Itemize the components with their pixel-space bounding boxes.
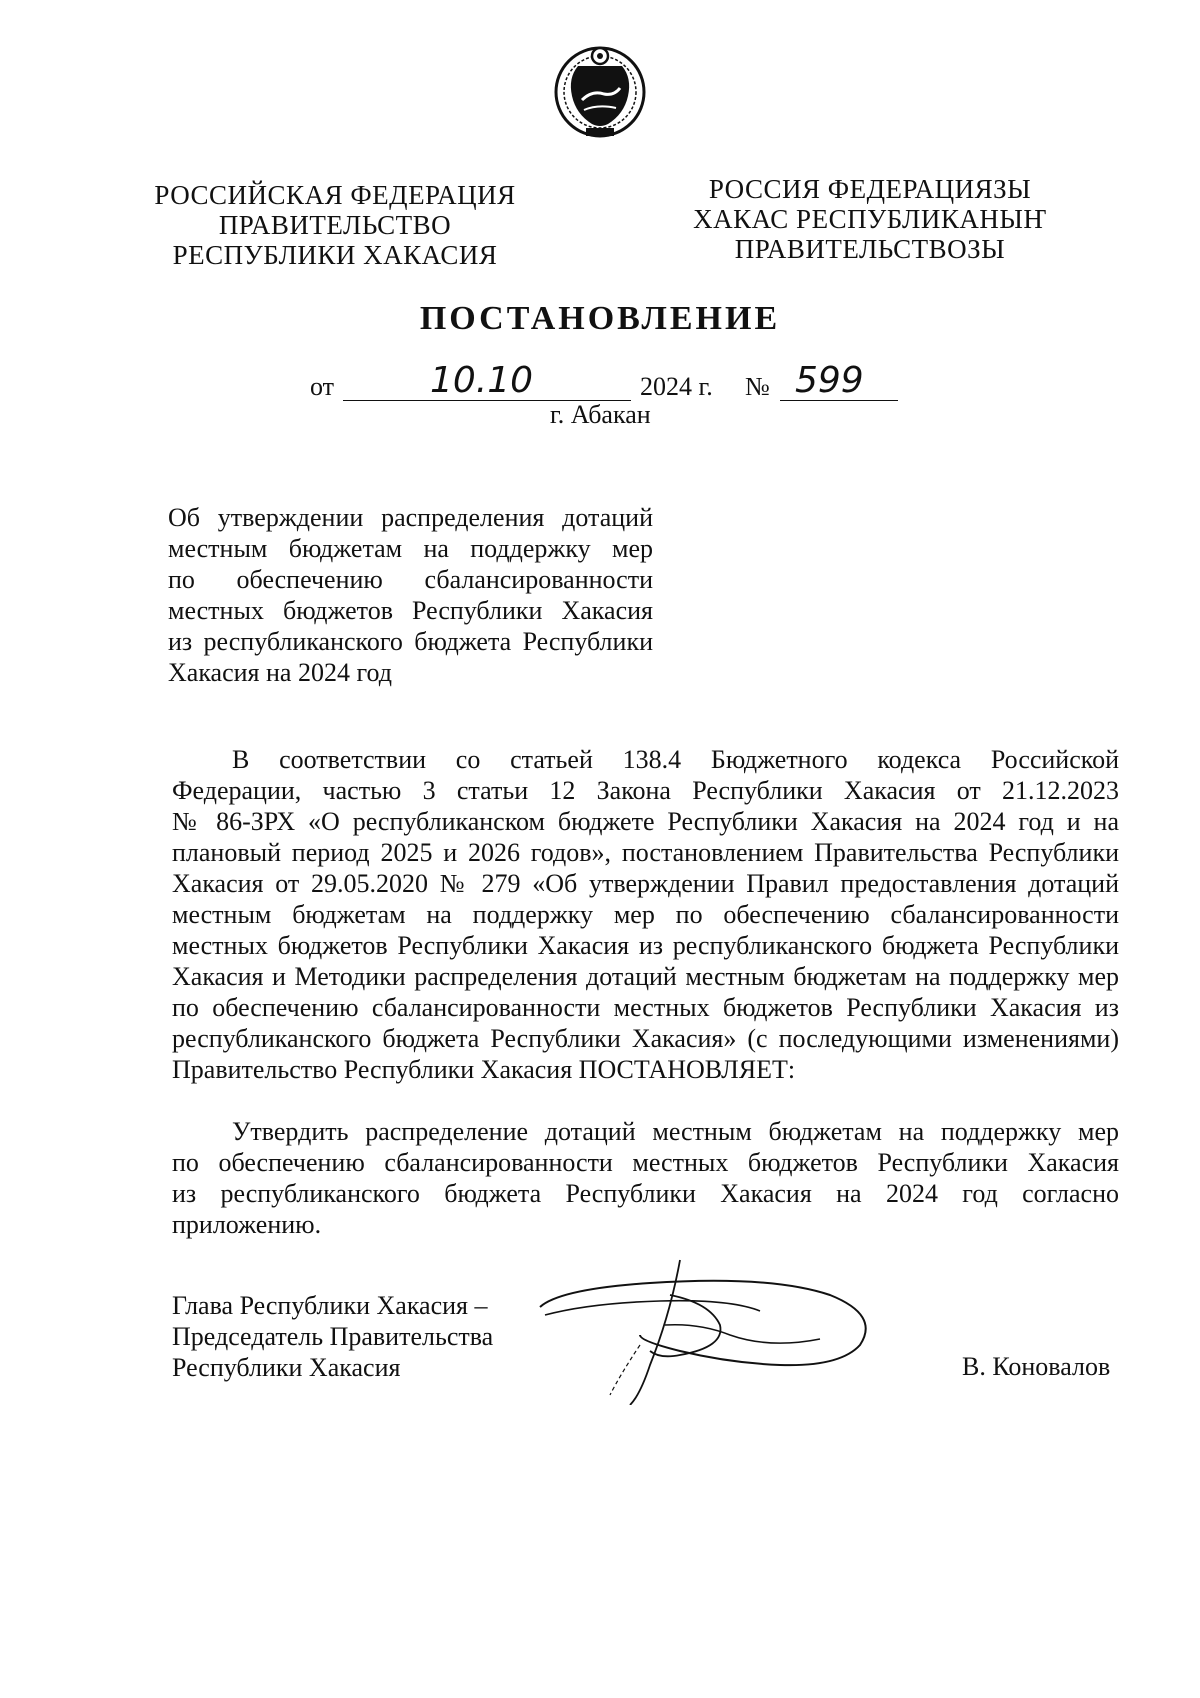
header-khakas-line: ПРАВИТЕЛЬСТВОЗЫ: [734, 234, 1006, 264]
signatory-title: [172, 1290, 493, 1383]
subject-line: местных бюджетов Республики Хакасия: [168, 596, 653, 625]
date-prefix: от: [310, 372, 335, 401]
body-line: Федерации, частью 3 статьи 12 Закона Республики Хакасия от 21.12.2023: [172, 776, 1119, 805]
body-line: местных бюджетов Республики Хакасия из республиканского бюджета Республики: [172, 931, 1119, 960]
header-khakas-line: РОССИЯ ФЕДЕРАЦИЯЗЫ: [708, 174, 1032, 204]
body-line: плановый период 2025 и 2026 годов», постановлением Правительства Республики: [172, 838, 1119, 867]
header-ru-line: РЕСПУБЛИКИ ХАКАСИЯ: [172, 240, 498, 270]
subject-line: Хакасия на 2024 год: [168, 658, 392, 687]
handwritten-date: 10.10: [430, 360, 534, 401]
body-line: Правительство Республики Хакасия ПОСТАНОВЛЯЕТ:: [172, 1055, 796, 1084]
body-line: приложению.: [172, 1210, 322, 1239]
subject-line: из республиканского бюджета Республики: [168, 627, 653, 656]
handwritten-signature: [530, 1255, 910, 1405]
subject-line: местным бюджетам на поддержку мер: [168, 534, 653, 563]
subject-line: Об утверждении распределения дотаций: [168, 503, 653, 532]
coat-of-arms-emblem: [548, 38, 652, 142]
signatory-title-line: Глава Республики Хакасия –: [172, 1291, 488, 1320]
body-line: местным бюджетам на поддержку мер по обеспечению сбалансированности: [172, 900, 1119, 929]
handwritten-number: 599: [795, 360, 864, 401]
body-line: республиканского бюджета Республики Хакасия» (с последующими изменениями): [172, 1024, 1119, 1053]
body-line: по обеспечению сбалансированности местных бюджетов Республики Хакасия: [172, 1148, 1119, 1177]
subject-line: по обеспечению сбалансированности: [168, 565, 653, 594]
body-line: по обеспечению сбалансированности местных бюджетов Республики Хакасия из: [172, 993, 1119, 1022]
body-line: № 86-ЗРХ «О республиканском бюджете Республики Хакасия на 2024 год и на: [172, 807, 1119, 836]
body-line: Хакасия и Методики распределения дотаций местным бюджетам на поддержку мер: [172, 962, 1119, 991]
date-year: 2024 г.: [640, 372, 713, 401]
body-line: из республиканского бюджета Республики Хакасия на 2024 год согласно: [172, 1179, 1119, 1208]
header-ru: [150, 180, 520, 270]
number-sign: №: [745, 372, 770, 401]
body-paragraph-1: [172, 744, 1119, 1085]
signatory-title-line: Республики Хакасия: [172, 1353, 401, 1382]
signatory-name: В. Коновалов: [962, 1352, 1111, 1381]
signatory-title-line: Председатель Правительства: [172, 1322, 494, 1351]
city: г. Абакан: [550, 400, 651, 429]
header-ru-line: ПРАВИТЕЛЬСТВО: [218, 210, 452, 240]
document-subject: [168, 502, 653, 688]
header-ru-line: РОССИЙСКАЯ ФЕДЕРАЦИЯ: [154, 180, 516, 210]
body-line: В соответствии со статьей 138.4 Бюджетного кодекса Российской: [232, 745, 1119, 774]
header-khakas-line: ХАКАС РЕСПУБЛИКАНЫҤ: [693, 204, 1047, 234]
header-khakas: [680, 174, 1060, 264]
body-line: Хакасия от 29.05.2020 № 279 «Об утверждении Правил предоставления дотаций: [172, 869, 1119, 898]
body-paragraph-2: [172, 1116, 1119, 1240]
body-line: Утвердить распределение дотаций местным бюджетам на поддержку мер: [232, 1117, 1119, 1146]
document-type-title: ПОСТАНОВЛЕНИЕ: [419, 300, 781, 337]
